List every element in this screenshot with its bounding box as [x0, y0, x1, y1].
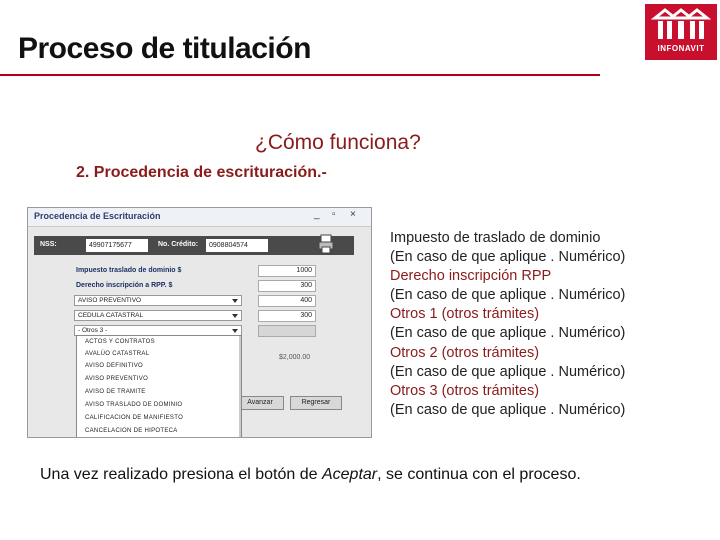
avanzar-button[interactable]: Avanzar — [236, 396, 284, 410]
nss-label: NSS: — [40, 241, 57, 248]
footer-text-after: , se continua con el proceso. — [377, 466, 581, 483]
otros1-select-value: AVISO PREVENTIVO — [78, 297, 142, 304]
slide-title: Proceso de titulación — [18, 32, 311, 65]
impuesto-label: Impuesto traslado de dominio $ — [76, 267, 182, 274]
info-line: Derecho inscripción RPP — [390, 268, 552, 285]
dropdown-option[interactable]: CANCELACION DE HIPOTECA — [85, 428, 178, 434]
footer-text-before: Una vez realizado presiona el botón de — [40, 466, 322, 483]
infonavit-logo — [645, 4, 717, 60]
footer-instruction — [40, 466, 581, 484]
info-line: Otros 2 (otros trámites) — [390, 344, 540, 361]
derecho-input[interactable]: 300 — [258, 280, 316, 292]
info-line: Otros 1 (otros trámites) — [390, 306, 540, 323]
derecho-label: Derecho inscripción a RPP. $ — [76, 282, 173, 289]
nss-value: 49907175677 — [86, 239, 148, 252]
close-icon[interactable]: × — [350, 209, 356, 220]
subtitle: ¿Cómo funciona? — [255, 131, 421, 154]
impuesto-input[interactable]: 1000 — [258, 265, 316, 277]
otros1-select[interactable] — [74, 295, 242, 306]
info-line: (En caso de que aplique . Numérico) — [390, 287, 626, 304]
dropdown-option[interactable]: AVISO DEFINITIVO — [85, 363, 144, 369]
otros1-amount-input[interactable]: 400 — [258, 295, 316, 307]
dropdown-option[interactable]: AVISO TRASLADO DE DOMINIO — [85, 402, 183, 408]
info-line: (En caso de que aplique . Numérico) — [390, 401, 626, 418]
otros2-amount-input[interactable]: 300 — [258, 310, 316, 322]
credit-label: No. Crédito: — [158, 241, 199, 248]
record-header-bar — [34, 236, 354, 255]
info-line: Otros 3 (otros trámites) — [390, 382, 540, 399]
chevron-down-icon — [232, 314, 238, 318]
dropdown-option[interactable]: AVISO DE TRAMITE — [85, 389, 146, 395]
info-line: (En caso de que aplique . Numérico) — [390, 325, 626, 342]
otros2-select[interactable] — [74, 310, 242, 321]
otros3-amount-input[interactable] — [258, 325, 316, 337]
step-heading: 2. Procedencia de escrituración.- — [76, 164, 327, 181]
window-titlebar — [28, 208, 371, 227]
dropdown-option[interactable]: ACTOS Y CONTRATOS — [85, 339, 155, 345]
printer-icon[interactable] — [318, 234, 334, 254]
dropdown-option[interactable]: AVALÚO CATASTRAL — [85, 351, 150, 357]
credit-value: 0908804574 — [206, 239, 268, 252]
chevron-down-icon — [232, 329, 238, 333]
footer-emphasis: Aceptar — [321, 466, 378, 483]
app-window-screenshot — [27, 207, 372, 438]
field-explanations — [390, 229, 625, 420]
chevron-down-icon — [232, 299, 238, 303]
otros2-select-value: CEDULA CATASTRAL — [78, 312, 144, 319]
dropdown-option[interactable]: AVISO PREVENTIVO — [85, 376, 149, 382]
info-line: Impuesto de traslado de dominio — [390, 230, 601, 246]
title-divider — [0, 74, 600, 76]
dropdown-option[interactable]: CALIFICACION DE MANIFIESTO — [85, 415, 184, 421]
procedencia-form — [72, 260, 327, 340]
dropdown-scrollbar[interactable] — [239, 336, 241, 438]
regresar-button[interactable]: Regresar — [290, 396, 342, 410]
total-value: $2,000.00 — [279, 354, 311, 361]
logo-text: INFONAVIT — [657, 44, 705, 53]
logo-house-icon — [651, 8, 711, 42]
minimize-icon[interactable]: _ — [314, 209, 320, 220]
restore-icon[interactable]: ▫ — [332, 209, 336, 220]
window-title: Procedencia de Escrituración — [34, 211, 161, 221]
info-line: (En caso de que aplique . Numérico) — [390, 363, 626, 380]
otros3-dropdown-list — [76, 335, 242, 438]
info-line: (En caso de que aplique . Numérico) — [390, 249, 626, 266]
otros3-select-value: - Otros 3 - — [78, 327, 108, 334]
